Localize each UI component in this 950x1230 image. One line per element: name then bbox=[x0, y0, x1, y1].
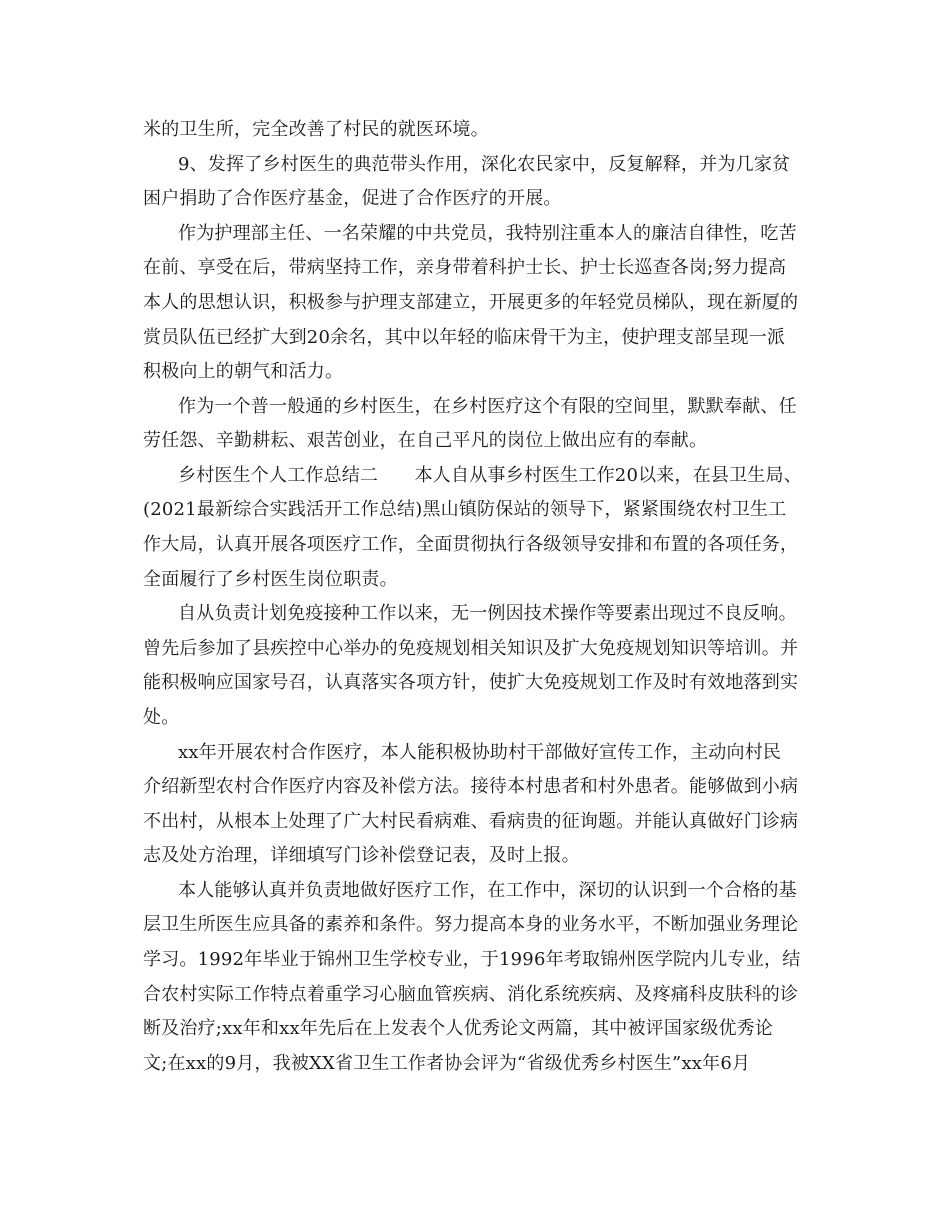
text-line: 处。 bbox=[143, 707, 180, 728]
text-line: 赏员队伍已经扩大到20余名，其中以年轻的临床骨干为主，使护理支部呈现一派 bbox=[143, 327, 786, 348]
text-line: 劳任怨、辛勤耕耘、艰苦创业，在自己平凡的岗位上做出应有的奉献。 bbox=[143, 430, 708, 451]
text-line: 9、发挥了乡村医生的典范带头作用，深化农民家中，反复解释，并为几家贫 bbox=[178, 154, 791, 175]
text-line: 断及治疗;xx年和xx年先后在上发表个人优秀论文两篇，其中被评国家级优秀论 bbox=[143, 1018, 774, 1039]
text-line: 志及处方治理，详细填写门诊补偿登记表，及时上报。 bbox=[143, 845, 580, 866]
text-line: 积极向上的朝气和活力。 bbox=[143, 361, 344, 382]
text-line: 介绍新型农村合作医疗内容及补偿方法。接待本村患者和村外患者。能够做到小病 bbox=[143, 776, 799, 797]
text-line: 学习。1992年毕业于锦州卫生学校专业，于1996年考取锦州医学院内儿专业，结 bbox=[143, 949, 801, 970]
text-line: 本人能够认真并负责地做好医疗工作，在工作中，深切的认识到一个合格的基 bbox=[178, 880, 797, 901]
text-line: 自从负责计划免疫接种工作以来，无一例因技术操作等要素出现过不良反响。 bbox=[178, 603, 797, 624]
text-line: 米的卫生所，完全改善了村民的就医环境。 bbox=[143, 119, 489, 140]
text-line: 曾先后参加了县疾控中心举办的免疫规划相关知识及扩大免疫规划知识等培训。并 bbox=[143, 638, 799, 659]
section-heading-line: 乡村医生个人工作总结二 本人自从事乡村医生工作20以来，在县卫生局、 bbox=[178, 465, 802, 486]
text-line: 文;在xx的9月，我被XX省卫生工作者协会评为“省级优秀乡村医生”xx年6月 bbox=[143, 1053, 751, 1074]
text-line: 本人的思想认识，积极参与护理支部建立，开展更多的年轻党员梯队，现在新厦的 bbox=[143, 292, 799, 313]
text-line: 作大局，认真开展各项医疗工作，全面贯彻执行各级领导安排和布置的各项任务， bbox=[143, 534, 799, 555]
text-line: 作为一个普一般通的乡村医生，在乡村医疗这个有限的空间里，默默奉献、任 bbox=[178, 396, 797, 417]
text-line: 在前、享受在后，带病坚持工作，亲身带着科护士长、护士长巡查各岗;努力提高 bbox=[143, 257, 787, 278]
text-line: 能积极响应国家号召，认真落实各项方针，使扩大免疫规划工作及时有效地落到实 bbox=[143, 672, 799, 693]
text-line: 困户捐助了合作医疗基金，促进了合作医疗的开展。 bbox=[143, 188, 562, 209]
text-line: 合农村实际工作特点着重学习心脑血管疾病、消化系统疾病、及疼痛科皮肤科的诊 bbox=[143, 984, 799, 1005]
text-line: xx年开展农村合作医疗，本人能积极协助村干部做好宣传工作，主动向村民 bbox=[178, 742, 782, 763]
text-line: 作为护理部主任、一名荣耀的中共党员，我特别注重本人的廉洁自律性，吃苦 bbox=[178, 223, 797, 244]
text-line: 层卫生所医生应具备的素养和条件。努力提高本身的业务水平，不断加强业务理论 bbox=[143, 914, 799, 935]
text-line: 全面履行了乡村医生岗位职责。 bbox=[143, 569, 398, 590]
text-line: (2021最新综合实践活开工作总结)黑山镇防保站的领导下，紧紧围绕农村卫生工 bbox=[143, 499, 787, 520]
text-line: 不出村，从根本上处理了广大村民看病难、看病贵的征询题。并能认真做好门诊病 bbox=[143, 811, 799, 832]
